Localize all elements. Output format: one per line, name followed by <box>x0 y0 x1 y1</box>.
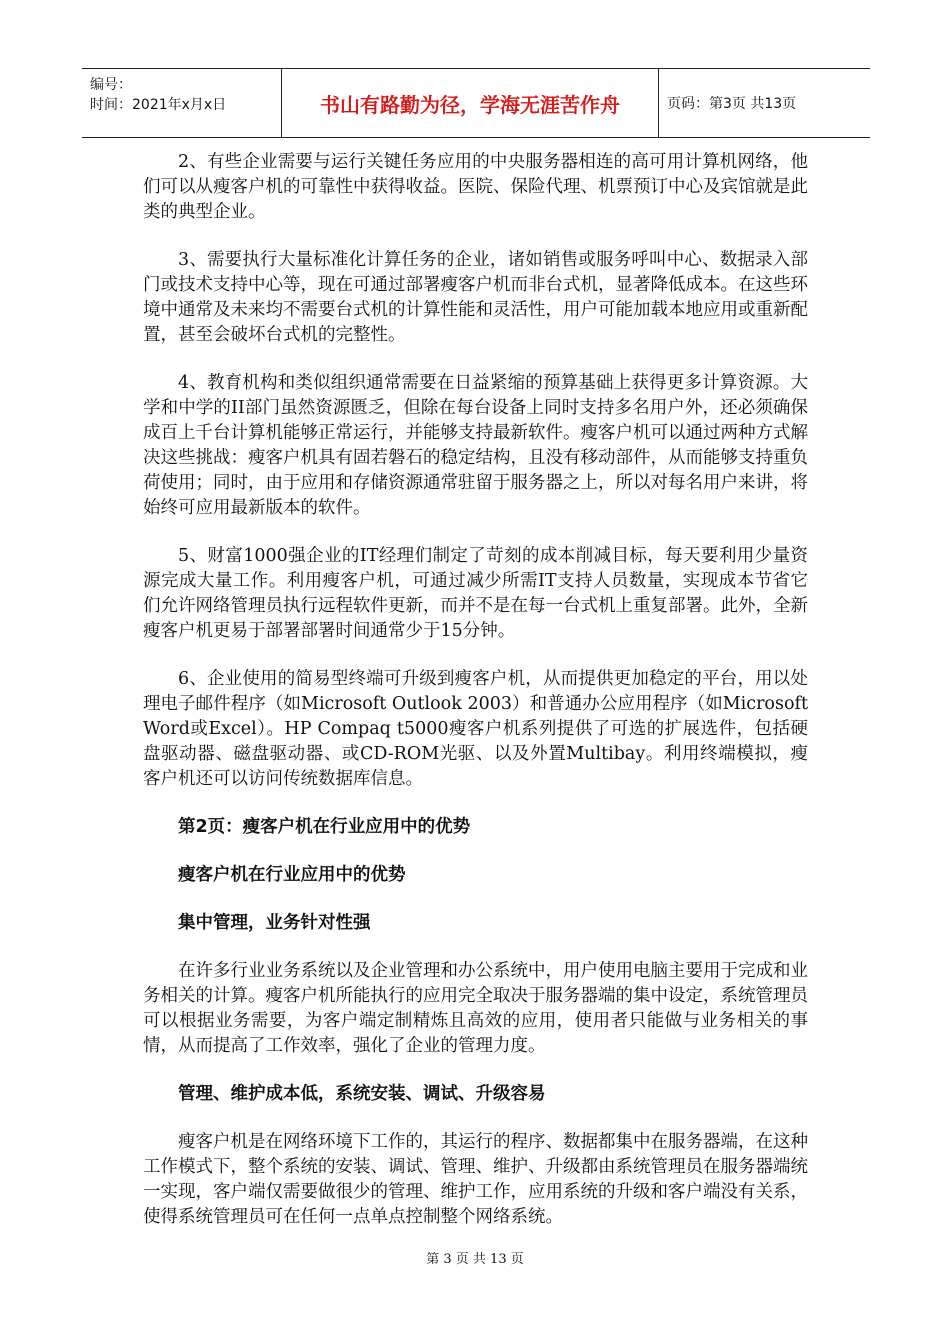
document-body <box>143 150 808 1230</box>
header-meta <box>82 69 282 137</box>
paragraph-low-cost: 瘦客户机是在网络环境下工作的，其运行的程序、数据都集中在服务器端，在这种工作模式下，整个系统的安装、调试、管理、维护、升级都由系统管理员在服务器端统一实现，客户端仅需要做很少的管理、维护工作，应用系统的升级和客户端没有关系，使得系统管理员可在任何一点单点控制整个网络系统。 <box>143 1132 808 1227</box>
paragraph-4: 4、教育机构和类似组织通常需要在日益紧缩的预算基础上获得更多计算资源。大学和中学的II部门虽然资源匮乏，但除在每台设备上同时支持多名用户外，还必须确保成百上千台计算机能够正常运行，并能够支持最新软件。瘦客户机可以通过两种方式解决这些挑战：瘦客户机具有固若磐石的稳定结构，且没有移动部件，从而能够支持重负荷使用；同时，由于应用和存储资源通常驻留于服务器之上，所以对每名用户来讲，将始终可应用最新版本的软件。 <box>143 373 808 518</box>
page-header <box>82 68 870 138</box>
paragraph-6: 6、企业使用的简易型终端可升级到瘦客户机，从而提供更加稳定的平台，用以处理电子邮件程序（如Microsoft Outlook 2003）和普通办公应用程序（如Microsoft Word或Excel）。HP Compaq t5000瘦客户机系列提供了可选的扩展选件，包括硬盘驱动器、磁盘驱动器、或CD-ROM光驱、以及外置Multibay。利用终端模拟，瘦客户机还可以访问传统数据库信息。 <box>143 669 808 789</box>
paragraph-3: 3、需要执行大量标准化计算任务的企业，诸如销售或服务呼叫中心、数据录入部门或技术支持中心等，现在可通过部署瘦客户机而非台式机，显著降低成本。在这些环境中通常及未来均不需要台式机的计算性能和灵活性，用户可能加载本地应用或重新配置，甚至会破坏台式机的完整性。 <box>143 250 808 345</box>
page-footer: 第 3 页 共 13 页 <box>426 1252 524 1267</box>
heading-advantages: 瘦客户机在行业应用中的优势 <box>178 865 406 885</box>
time-label: 时间：2021年x月x日 <box>90 97 227 113</box>
paragraph-5: 5、财富1000强企业的IT经理们制定了苛刻的成本削减目标，每天要利用少量资源完成大量工作。利用瘦客户机，可通过减少所需IT支持人员数量，实现成本节省它们允许网络管理员执行远程软件更新，而并不是在每一台式机上重复部署。此外，全新瘦客户机更易于部署部署时间通常少于15分钟。 <box>143 546 808 641</box>
heading-low-cost: 管理、维护成本低，系统安装、调试、升级容易 <box>178 1084 546 1104</box>
header-motto: 书山有路勤为径，学海无涯苦作舟 <box>282 69 659 137</box>
heading-centralized: 集中管理，业务针对性强 <box>178 913 371 933</box>
heading-page2: 第2页：瘦客户机在行业应用中的优势 <box>178 817 471 837</box>
header-page-info: 页码：第3页 共13页 <box>667 96 797 112</box>
code-label: 编号： <box>90 77 132 93</box>
paragraph-2: 2、有些企业需要与运行关键任务应用的中央服务器相连的高可用计算机网络，他们可以从瘦客户机的可靠性中获得收益。医院、保险代理、机票预订中心及宾馆就是此类的典型企业。 <box>143 152 808 222</box>
paragraph-centralized: 在许多行业业务系统以及企业管理和办公系统中，用户使用电脑主要用于完成和业务相关的计算。瘦客户机所能执行的应用完全取决于服务器端的集中设定，系统管理员可以根据业务需要，为客户端定制精炼且高效的应用，使用者只能做与业务相关的事情，从而提高了工作效率，强化了企业的管理力度。 <box>143 961 808 1056</box>
